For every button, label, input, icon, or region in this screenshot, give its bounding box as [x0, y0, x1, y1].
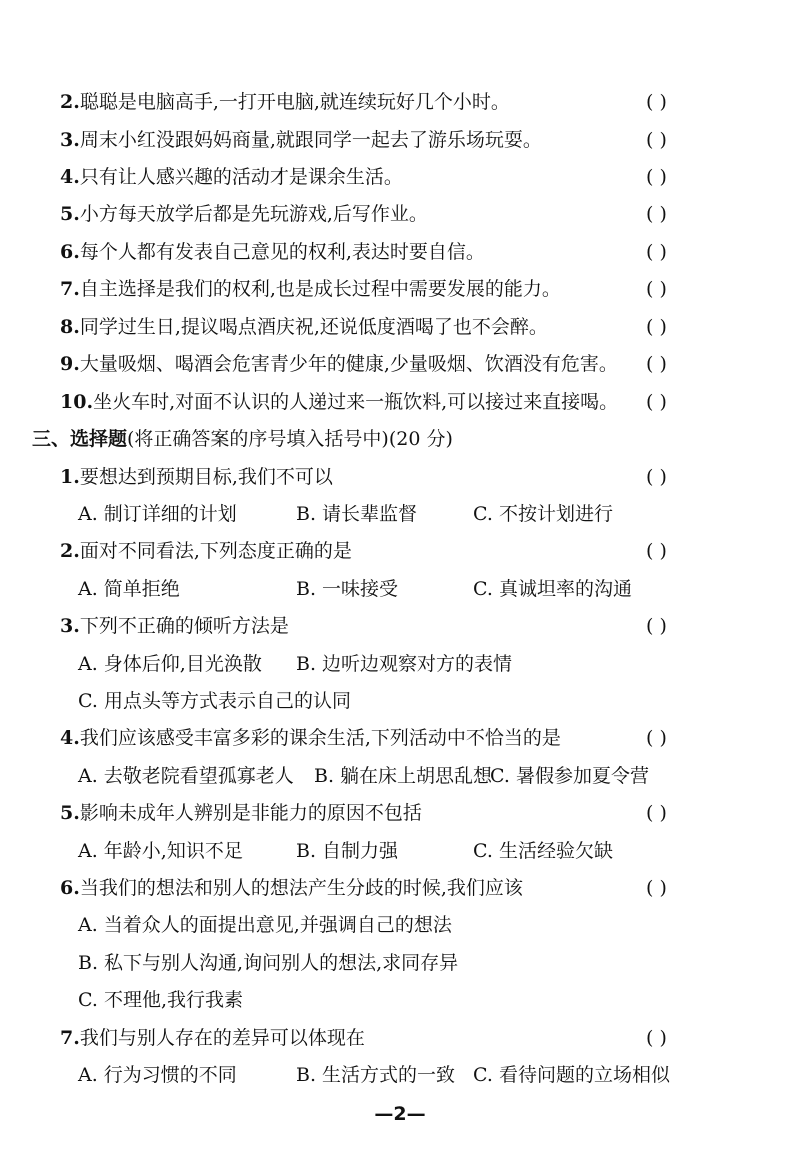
choice-options — [0, 945, 800, 982]
judgment-item: 10.坐火车时,对面不认识的人递过来一瓶饮料,可以接过来直接喝。 ( ) — [0, 384, 800, 421]
section-heading: 三、选择题(将正确答案的序号填入括号中)(20 分) — [32, 428, 453, 450]
choice-options — [0, 833, 800, 870]
option-b: B. 请长辈监督 — [296, 503, 418, 525]
choice-question: 2.面对不同看法,下列态度正确的是 ( ) — [0, 533, 800, 570]
answer-paren: ( ) — [646, 129, 667, 151]
answer-paren: ( ) — [646, 241, 667, 263]
judgment-item: 7.自主选择是我们的权利,也是成长过程中需要发展的能力。 ( ) — [0, 271, 800, 308]
answer-paren: ( ) — [646, 802, 667, 824]
answer-paren: ( ) — [646, 391, 667, 413]
page-number: —2— — [374, 1103, 426, 1125]
option-a: A. 当着众人的面提出意见,并强调自己的想法 — [78, 914, 452, 936]
option-a: A. 年龄小,知识不足 — [78, 840, 243, 862]
choice-question: 1.要想达到预期目标,我们不可以 ( ) — [0, 459, 800, 496]
choice-options — [0, 683, 800, 720]
option-a: A. 制订详细的计划 — [78, 503, 237, 525]
choice-options — [0, 758, 800, 795]
judgment-item: 4.只有让人感兴趣的活动才是课余生活。 ( ) — [0, 159, 800, 196]
answer-paren: ( ) — [646, 353, 667, 375]
option-a: A. 行为习惯的不同 — [78, 1064, 237, 1086]
choice-options — [0, 982, 800, 1019]
option-b: B. 一味接受 — [296, 578, 399, 600]
option-a: A. 去敬老院看望孤寡老人 — [78, 765, 294, 787]
choice-options — [0, 571, 800, 608]
choice-question: 5.影响未成年人辨别是非能力的原因不包括 ( ) — [0, 795, 800, 832]
choice-question: 6.当我们的想法和别人的想法产生分歧的时候,我们应该 ( ) — [0, 870, 800, 907]
choice-options — [0, 496, 800, 533]
option-a: A. 身体后仰,目光涣散 — [78, 653, 262, 675]
option-b: B. 躺在床上胡思乱想 — [314, 765, 493, 787]
option-b: B. 私下与别人沟通,询问别人的想法,求同存异 — [78, 952, 459, 974]
option-c: C. 不理他,我行我素 — [78, 989, 243, 1011]
answer-paren: ( ) — [646, 1027, 667, 1049]
choice-options — [0, 646, 800, 683]
option-c: C. 生活经验欠缺 — [473, 840, 613, 862]
answer-paren: ( ) — [646, 278, 667, 300]
answer-paren: ( ) — [646, 466, 667, 488]
judgment-item: 9.大量吸烟、喝酒会危害青少年的健康,少量吸烟、饮酒没有危害。 ( ) — [0, 346, 800, 383]
answer-paren: ( ) — [646, 727, 667, 749]
answer-paren: ( ) — [646, 203, 667, 225]
judgment-item: 3.周末小红没跟妈妈商量,就跟同学一起去了游乐场玩耍。 ( ) — [0, 122, 800, 159]
option-a: A. 简单拒绝 — [78, 578, 180, 600]
choice-options — [0, 1057, 800, 1094]
answer-paren: ( ) — [646, 91, 667, 113]
option-b: B. 边听边观察对方的表情 — [296, 653, 513, 675]
option-c: C. 看待问题的立场相似 — [473, 1064, 670, 1086]
choice-question: 7.我们与别人存在的差异可以体现在 ( ) — [0, 1020, 800, 1057]
choice-question: 4.我们应该感受丰富多彩的课余生活,下列活动中不恰当的是 ( ) — [0, 720, 800, 757]
answer-paren: ( ) — [646, 615, 667, 637]
answer-paren: ( ) — [646, 166, 667, 188]
judgment-item: 6.每个人都有发表自己意见的权利,表达时要自信。 ( ) — [0, 234, 800, 271]
option-c: C. 用点头等方式表示自己的认同 — [78, 690, 351, 712]
choice-options — [0, 907, 800, 944]
judgment-item: 5.小方每天放学后都是先玩游戏,后写作业。 ( ) — [0, 196, 800, 233]
option-b: B. 生活方式的一致 — [296, 1064, 456, 1086]
option-c: C. 真诚坦率的沟通 — [473, 578, 632, 600]
judgment-item: 2.聪聪是电脑高手,一打开电脑,就连续玩好几个小时。 ( ) — [0, 84, 800, 121]
option-c: C. 暑假参加夏令营 — [490, 765, 649, 787]
option-c: C. 不按计划进行 — [473, 503, 613, 525]
answer-paren: ( ) — [646, 540, 667, 562]
option-b: B. 自制力强 — [296, 840, 399, 862]
answer-paren: ( ) — [646, 316, 667, 338]
answer-paren: ( ) — [646, 877, 667, 899]
choice-question: 3.下列不正确的倾听方法是 ( ) — [0, 608, 800, 645]
judgment-item: 8.同学过生日,提议喝点酒庆祝,还说低度酒喝了也不会醉。 ( ) — [0, 309, 800, 346]
